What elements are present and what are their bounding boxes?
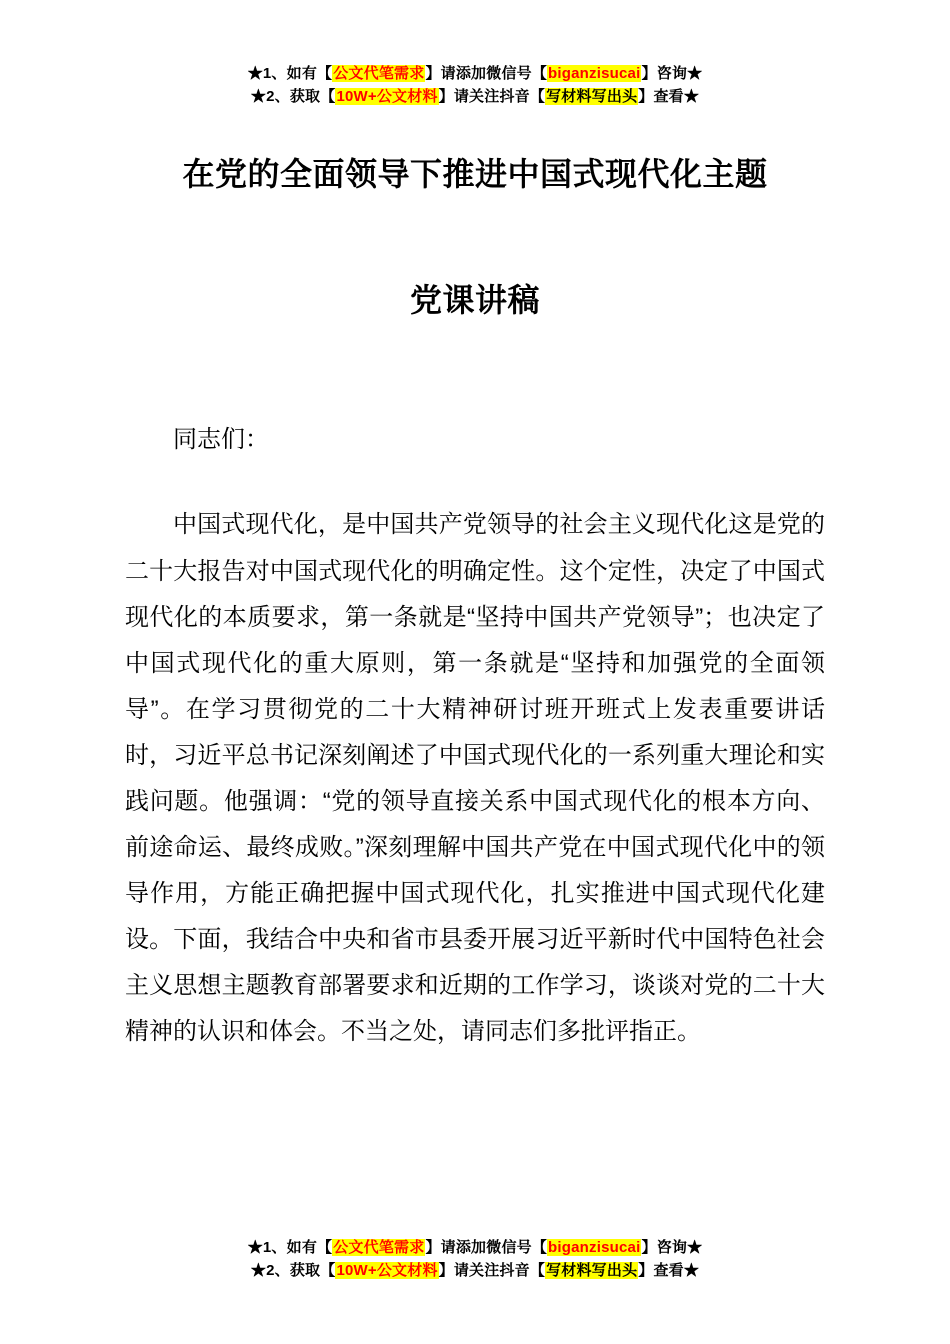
promo-bottom-line2-bracket-open2: 【: [529, 1261, 546, 1279]
promo-bottom-line1-bracket-close2: 】: [641, 1238, 657, 1256]
promo-bottom-line1-bracket-close: 】: [425, 1238, 441, 1256]
promo-top-line1-bracket-open: 【: [317, 65, 333, 82]
title-line-2: 党课讲稿: [409, 281, 540, 318]
promo-top-line2-lead: ★2、获取: [250, 88, 321, 106]
promo-bottom-line1-tail: 咨询★: [656, 1238, 703, 1256]
promo-top-line2-bracket-open2: 【: [529, 88, 546, 106]
promo-top-line2-highlight-2: 写材料写出头: [546, 88, 638, 106]
promo-bottom-line2-mid: 请关注抖音: [453, 1261, 530, 1279]
promo-bottom-line2-lead: ★2、获取: [250, 1261, 321, 1279]
document-title: [0, 155, 950, 321]
promo-top-line2-tail: 查看★: [653, 88, 700, 106]
promo-bottom-line1-bracket-open: 【: [317, 1238, 333, 1256]
promo-bottom-line1-highlight-1: 公文代笔需求: [333, 1238, 425, 1256]
promo-top-line2-bracket-close: 】: [438, 88, 454, 106]
promo-top-line-2: [0, 85, 950, 108]
promo-bottom-line1-highlight-2: biganzisucai: [548, 1238, 641, 1256]
promo-bottom-line2-bracket-close: 】: [438, 1261, 454, 1279]
paragraph-1: 中国式现代化，是中国共产党领导的社会主义现代化这是党的二十大报告对中国式现代化的明确定性。这个定性，决定了中国式现代化的本质要求，第一条就是“坚持中国共产党领导”；也决定了中国式现代化的重大原则，第一条就是“坚持和加强党的全面领导”。在学习贯彻党的二十大精神研讨班开班式上发表重要讲话时，习近平总书记深刻阐述了中国式现代化的一系列重大理论和实践问题。他强调：“党的领导直接关系中国式现代化的根本方向、前途命运、最终成败。”深刻理解中国共产党在中国式现代化中的领导作用，方能正确把握中国式现代化，扎实推进中国式现代化建设。下面，我结合中央和省市县委开展习近平新时代中国特色社会主义思想主题教育部署要求和近期的工作学习，谈谈对党的二十大精神的认识和体会。不当之处，请同志们多批评指正。: [125, 511, 825, 1046]
promo-top-line2-highlight-1: 10W+公文材料: [336, 88, 438, 106]
promo-top-line1-bracket-open2: 【: [531, 65, 548, 82]
promo-top-line1-tail: 咨询★: [656, 65, 703, 82]
promo-bottom-line-2: [0, 1259, 950, 1282]
promo-bottom-line2-bracket-open: 【: [320, 1261, 336, 1279]
salutation: 同志们：: [173, 425, 269, 453]
document-body: [125, 417, 825, 1056]
promo-top-line-1: [0, 62, 950, 85]
promo-bottom-line-1: [0, 1236, 950, 1259]
title-line-1: 在党的全面领导下推进中国式现代化主题: [182, 155, 768, 192]
promo-top-line1-mid: 请添加微信号: [440, 65, 532, 82]
promo-bottom-line2-bracket-close2: 】: [638, 1261, 654, 1279]
promo-bottom-line1-lead: ★1、如有: [247, 1238, 318, 1256]
promo-top-line1-lead: ★1、如有: [247, 65, 318, 82]
promo-top-line1-highlight-2: biganzisucai: [548, 65, 641, 82]
promo-top-line1-highlight-1: 公文代笔需求: [333, 65, 425, 82]
promo-top-line2-bracket-open: 【: [320, 88, 336, 106]
promo-banner-top: [0, 0, 950, 109]
promo-bottom-line1-mid: 请添加微信号: [440, 1238, 532, 1256]
promo-top-line1-bracket-close: 】: [425, 65, 441, 82]
promo-top-line2-bracket-close2: 】: [638, 88, 654, 106]
promo-bottom-line2-highlight-2: 写材料写出头: [546, 1261, 638, 1279]
promo-bottom-line2-highlight-1: 10W+公文材料: [336, 1261, 438, 1279]
promo-bottom-line2-tail: 查看★: [653, 1261, 700, 1279]
promo-banner-bottom: [0, 1236, 950, 1283]
promo-top-line1-bracket-close2: 】: [641, 65, 657, 82]
promo-bottom-line1-bracket-open2: 【: [531, 1238, 548, 1256]
promo-top-line2-mid: 请关注抖音: [453, 88, 530, 106]
